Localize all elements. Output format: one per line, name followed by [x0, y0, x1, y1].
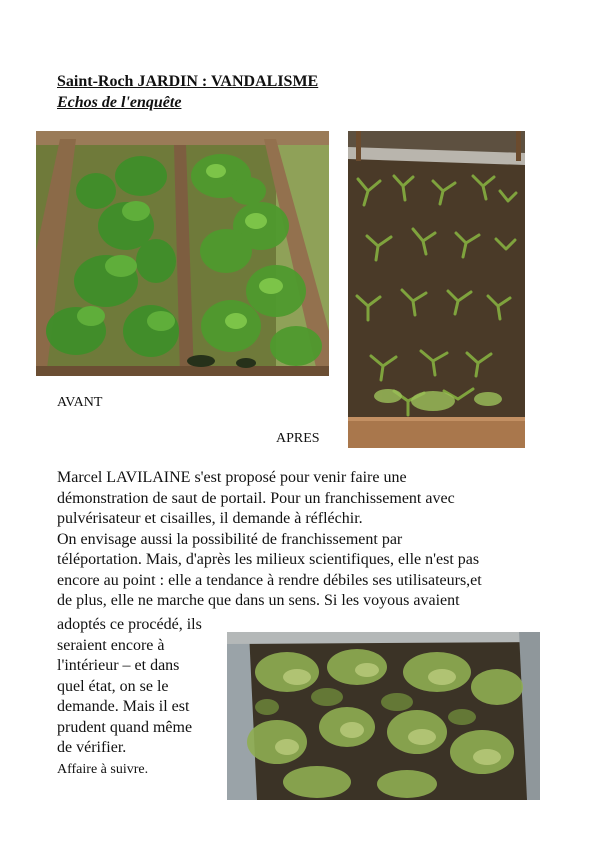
- article-subtitle: Echos de l'enquête: [57, 94, 182, 111]
- body-line: adoptés ce procédé, ils: [57, 616, 202, 633]
- body-paragraph-wrapped: [57, 615, 227, 759]
- caption-avant: AVANT: [57, 395, 103, 410]
- body-line: Marcel LAVILAINE s'est proposé pour venir faire une: [57, 469, 407, 486]
- footer-note: Affaire à suivre.: [57, 762, 149, 777]
- body-line: quel état, on se le: [57, 677, 169, 695]
- body-paragraph: [57, 468, 552, 612]
- body-line: demande. Mais il est: [57, 698, 190, 715]
- body-line: prudent quand même: [57, 718, 193, 736]
- body-line: On envisage aussi la possibilité de franchissement par: [57, 530, 403, 548]
- photo-wilted-lettuce-bed: [227, 632, 540, 800]
- body-line: pulvérisateur et cisailles, il demande à réfléchir.: [57, 510, 363, 527]
- caption-apres: APRES: [276, 431, 320, 446]
- photo-avant-lettuce-bed: [36, 131, 329, 376]
- body-line: de plus, elle ne marche que dans un sens. Si les voyous avaient: [57, 592, 460, 609]
- body-line: encore au point : elle a tendance à rendre débiles ses utilisateurs,et: [57, 571, 482, 589]
- article-title: Saint-Roch JARDIN : VANDALISME: [57, 73, 319, 90]
- photo-apres-damaged-bed: [348, 131, 525, 448]
- body-line: démonstration de saut de portail. Pour un franchissement avec: [57, 489, 455, 507]
- body-line: l'intérieur – et dans: [57, 657, 180, 674]
- body-line: de vérifier.: [57, 739, 127, 756]
- body-line: téléportation. Mais, d'après les milieux scientifiques, elle n'est pas: [57, 551, 480, 568]
- body-line: seraient encore à: [57, 636, 165, 654]
